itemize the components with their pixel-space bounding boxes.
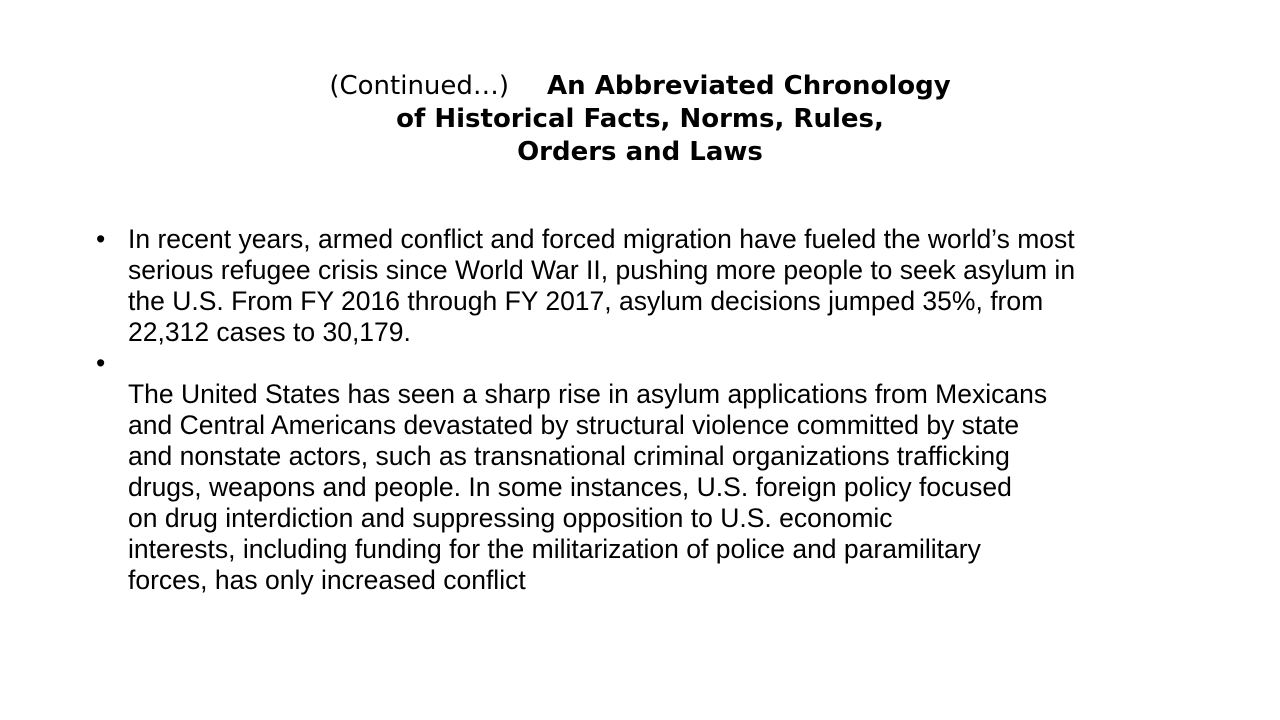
title-prefix: (Continued…) (329, 71, 510, 101)
bullet-text-line: drugs, weapons and people. In some instances, U.S. foreign policy focused (128, 472, 1012, 502)
bullet-text-line: on drug interdiction and suppressing opposition to U.S. economic (128, 503, 893, 533)
bullet-text-line: and Central Americans devastated by structural violence committed by state (128, 410, 1020, 440)
bullet-text-line: interests, including funding for the militarization of police and paramilitary (128, 534, 981, 564)
bullet-text-line: forces, has only increased conflict (128, 565, 526, 595)
bullet-item (96, 224, 1196, 348)
bullet-item (96, 348, 1196, 596)
bullet-text-line: 22,312 cases to 30,179. (128, 317, 411, 347)
slide-title (240, 70, 1040, 169)
bullet-text-line: and nonstate actors, such as transnational criminal organizations trafficking (128, 441, 1010, 471)
bullet-list (96, 224, 1196, 596)
bullet-text-line: the U.S. From FY 2016 through FY 2017, asylum decisions jumped 35%, from (128, 286, 1044, 316)
bullet-text-line: In recent years, armed conflict and forced migration have fueled the world’s most (128, 224, 1075, 254)
title-line-3: Orders and Laws (517, 137, 763, 167)
bullet-text-line: serious refugee crisis since World War II, pushing more people to seek asylum in (128, 255, 1076, 285)
bullet-text-line (128, 348, 1196, 379)
title-line-1: An Abbreviated Chronology (547, 71, 951, 101)
title-line-2: of Historical Facts, Norms, Rules, (396, 104, 884, 134)
bullet-text-line: The United States has seen a sharp rise in asylum applications from Mexicans (128, 379, 1048, 409)
bullet-marker: • (96, 224, 106, 254)
bullet-marker: • (96, 348, 106, 378)
